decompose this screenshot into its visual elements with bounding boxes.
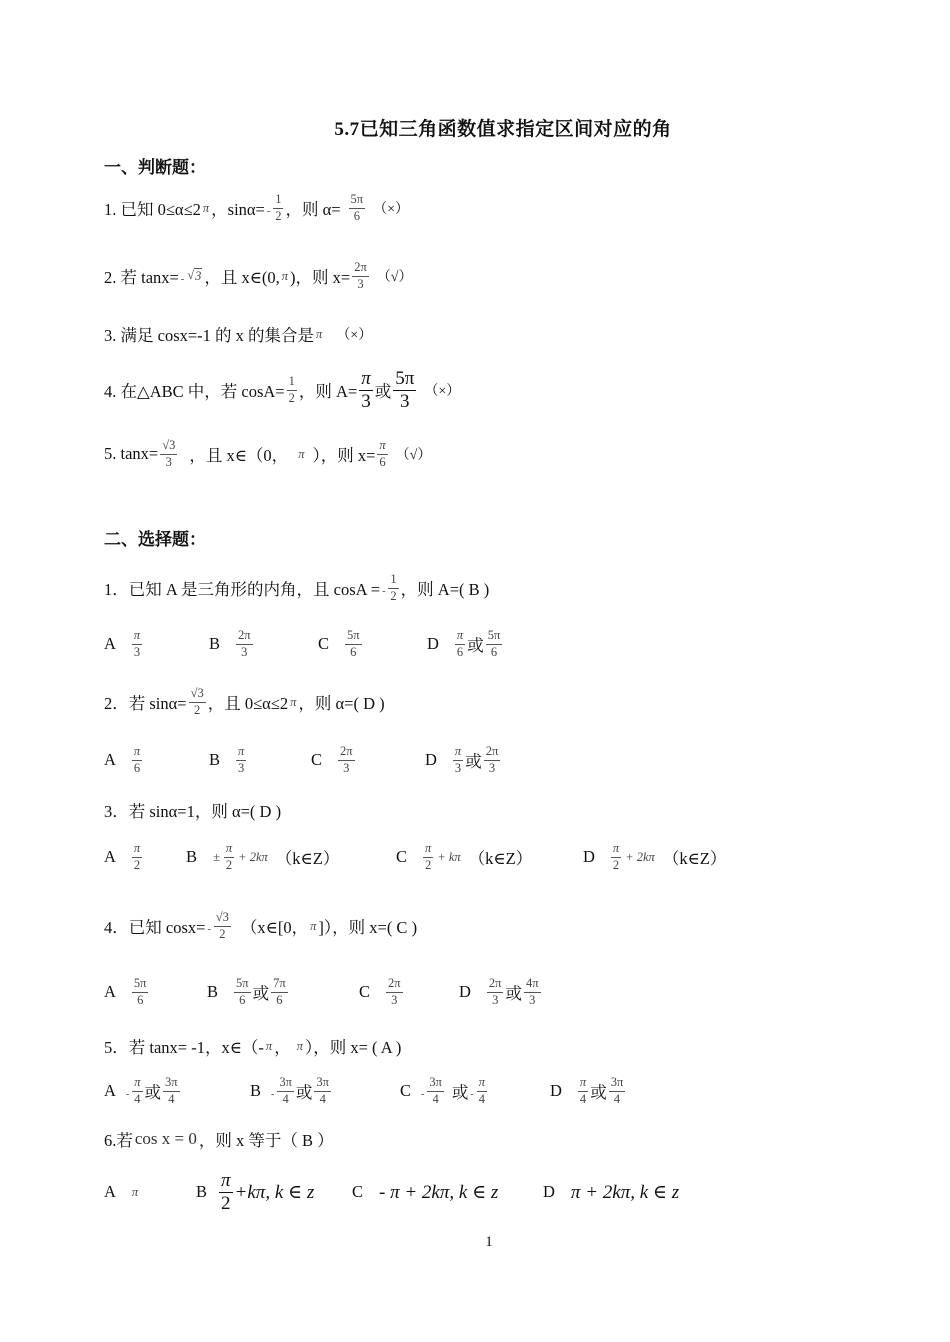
fraction: $\frac{\pi}{4}$: [478, 1075, 486, 1106]
judgement-item-1: 1. 已知 0≤α≤2 π ，sinα= - $\frac{1}{2}$ ，则 α= $\frac{5\pi}{6}$ （×）: [104, 192, 410, 223]
answer-mark: （√）: [376, 270, 413, 285]
option-a[interactable]: A $\frac{\pi}{2}$: [104, 841, 141, 872]
fraction: $\frac{1}{2}$: [275, 192, 282, 223]
fraction: $\frac{\pi}{3}$: [133, 628, 141, 659]
option-c[interactable]: C - π + 2kπ, k ∈ z: [352, 1181, 499, 1203]
fraction: $\frac{3\pi}{4}$: [316, 1075, 329, 1106]
option-c[interactable]: C $\frac{2\pi}{3}$: [359, 976, 401, 1007]
option-a[interactable]: A π: [104, 1182, 139, 1201]
fraction: $\frac{2\pi}{3}$: [485, 744, 499, 775]
fraction: $\frac{\pi}{4}$: [579, 1075, 587, 1106]
judgement-item-4: 4. 在△ABC 中，若 cosA= $\frac{1}{2}$ ，则 A= $\frac{\pi}{3}$ 或 $\frac{5\pi}{3}$ （×）: [104, 367, 461, 412]
fraction: $\frac{5\pi}{3}$: [395, 367, 415, 412]
option-d[interactable]: D $\frac{\pi}{3}$ 或 $\frac{2\pi}{3}$: [425, 744, 499, 775]
judgement-item-3: 3. 满足 cosx=-1 的 x 的集合是 π （×）: [104, 326, 373, 345]
fraction: $\frac{\pi}{4}$: [134, 1075, 141, 1106]
fraction: $\frac{\pi}{6}$: [379, 438, 386, 469]
choice-question-1: 1．已知 A 是三角形的内角，且 cosA = - $\frac{1}{2}$ ，则 A=( B ): [104, 572, 490, 603]
option-b[interactable]: B $\frac{5\pi}{6}$ 或 $\frac{7\pi}{6}$: [207, 976, 286, 1007]
option-b[interactable]: B $\frac{2\pi}{3}$: [209, 628, 251, 659]
option-a[interactable]: A $\frac{\pi}{3}$: [104, 628, 141, 659]
fraction: $\frac{2\pi}{3}$: [388, 976, 401, 1007]
option-d[interactable]: D $\frac{\pi}{4}$ 或 $\frac{3\pi}{4}$: [550, 1075, 624, 1106]
fraction: $\frac{\pi}{2}$: [425, 841, 432, 872]
option-b[interactable]: B - $\frac{3\pi}{4}$ 或 $\frac{3\pi}{4}$: [250, 1075, 329, 1106]
judgement-item-2: 2. 若 tanx= - √ 3 ，且 x∈(0, π )，则 x= $\frac{2\pi}{3}$ （√）: [104, 260, 413, 291]
fraction: $\frac{4\pi}{3}$: [525, 976, 539, 1007]
page-title: 5.7已知三角函数值求指定区间对应的角: [334, 119, 672, 140]
fraction: $\frac{2\pi}{3}$: [238, 628, 251, 659]
option-a[interactable]: A $\frac{\pi}{6}$: [104, 744, 141, 775]
fraction: $\frac{\pi}{2}$: [221, 1169, 231, 1214]
fraction: $\frac{3\pi}{4}$: [429, 1075, 442, 1106]
fraction: $\frac{5\pi}{6}$: [347, 628, 360, 659]
option-c[interactable]: C $\frac{2\pi}{3}$: [311, 744, 353, 775]
choice-question-5: 5．若 tanx= -1，x∈（- π ， π ），则 x= ( A ): [104, 1038, 402, 1057]
fraction: $\frac{\pi}{3}$: [238, 744, 245, 775]
fraction: $\frac{5\pi}{6}$: [133, 976, 147, 1007]
option-d[interactable]: D $\frac{\pi}{2}$ + 2kπ （k∈Z）: [583, 841, 727, 872]
choice-question-4: 4．已知 cosx= - $\frac{√3}{2}$ （x∈[0， π ]），则 x=( C ): [104, 910, 418, 941]
option-c[interactable]: C $\frac{\pi}{2}$ + kπ （k∈Z）: [396, 841, 533, 872]
section-heading-judgement: 一、判断题：: [104, 158, 206, 177]
fraction: $\frac{√3}{3}$: [162, 438, 176, 469]
section-heading-choice: 二、选择题：: [104, 530, 206, 549]
fraction: $\frac{2\pi}{3}$: [354, 260, 367, 291]
fraction: $\frac{\pi}{3}$: [361, 367, 371, 412]
fraction: $\frac{2\pi}{3}$: [488, 976, 502, 1007]
choice-question-6: 6.若 cos x = 0 ，则 x 等于（ B ）: [104, 1129, 334, 1150]
fraction: $\frac{\pi}{2}$: [612, 841, 620, 872]
option-b[interactable]: B $\frac{\pi}{3}$: [209, 744, 245, 775]
option-d[interactable]: D π + 2kπ, k ∈ z: [543, 1181, 680, 1203]
fraction: $\frac{√3}{2}$: [190, 686, 204, 717]
answer-mark: （√）: [395, 448, 432, 463]
page-number: 1: [485, 1234, 493, 1250]
sqrt: √ 3: [187, 268, 202, 283]
option-a[interactable]: A $\frac{5\pi}{6}$: [104, 976, 147, 1007]
fraction: $\frac{1}{2}$: [390, 572, 397, 603]
fraction: $\frac{\pi}{2}$: [133, 841, 141, 872]
choice-question-2: 2．若 sinα= $\frac{√3}{2}$ ，且 0≤α≤2 π ，则 α=( D ): [104, 686, 385, 717]
fraction: $\frac{5\pi}{6}$: [487, 628, 501, 659]
option-c[interactable]: C $\frac{5\pi}{6}$: [318, 628, 360, 659]
fraction: $\frac{√3}{2}$: [215, 910, 229, 941]
answer-mark: （×）: [373, 202, 410, 217]
option-d[interactable]: D $\frac{2\pi}{3}$ 或 $\frac{4\pi}{3}$: [459, 976, 539, 1007]
fraction: $\frac{\pi}{6}$: [133, 744, 141, 775]
option-b[interactable]: B ± $\frac{\pi}{2}$ + 2kπ （k∈Z）: [186, 841, 340, 872]
fraction: $\frac{\pi}{3}$: [454, 744, 462, 775]
option-b[interactable]: B $\frac{\pi}{2}$ +kπ, k ∈ z: [196, 1169, 315, 1214]
choice-question-3: 3．若 sinα=1，则 α=( D ): [104, 802, 282, 821]
fraction: $\frac{\pi}{2}$: [225, 841, 233, 872]
fraction: $\frac{3\pi}{4}$: [165, 1075, 178, 1106]
option-a[interactable]: A - $\frac{\pi}{4}$ 或 $\frac{3\pi}{4}$: [104, 1075, 178, 1106]
answer-mark: （×）: [336, 328, 373, 343]
fraction: $\frac{5\pi}{6}$: [236, 976, 249, 1007]
fraction: $\frac{3\pi}{4}$: [610, 1075, 624, 1106]
fraction: $\frac{1}{2}$: [288, 374, 295, 405]
fraction: $\frac{\pi}{6}$: [456, 628, 464, 659]
fraction: $\frac{7\pi}{6}$: [273, 976, 286, 1007]
fraction: $\frac{5\pi}{6}$: [350, 192, 364, 223]
fraction: $\frac{3\pi}{4}$: [279, 1075, 292, 1106]
judgement-item-5: 5. tanx= $\frac{√3}{3}$ ，且 x∈（0， π ），则 x= $\frac{\pi}{6}$ （√）: [104, 438, 432, 469]
option-d[interactable]: D $\frac{\pi}{6}$ 或 $\frac{5\pi}{6}$: [427, 628, 501, 659]
option-c[interactable]: C - $\frac{3\pi}{4}$ 或 - $\frac{\pi}{4}$: [400, 1075, 486, 1106]
answer-mark: （×）: [424, 384, 461, 399]
fraction: $\frac{2\pi}{3}$: [340, 744, 353, 775]
